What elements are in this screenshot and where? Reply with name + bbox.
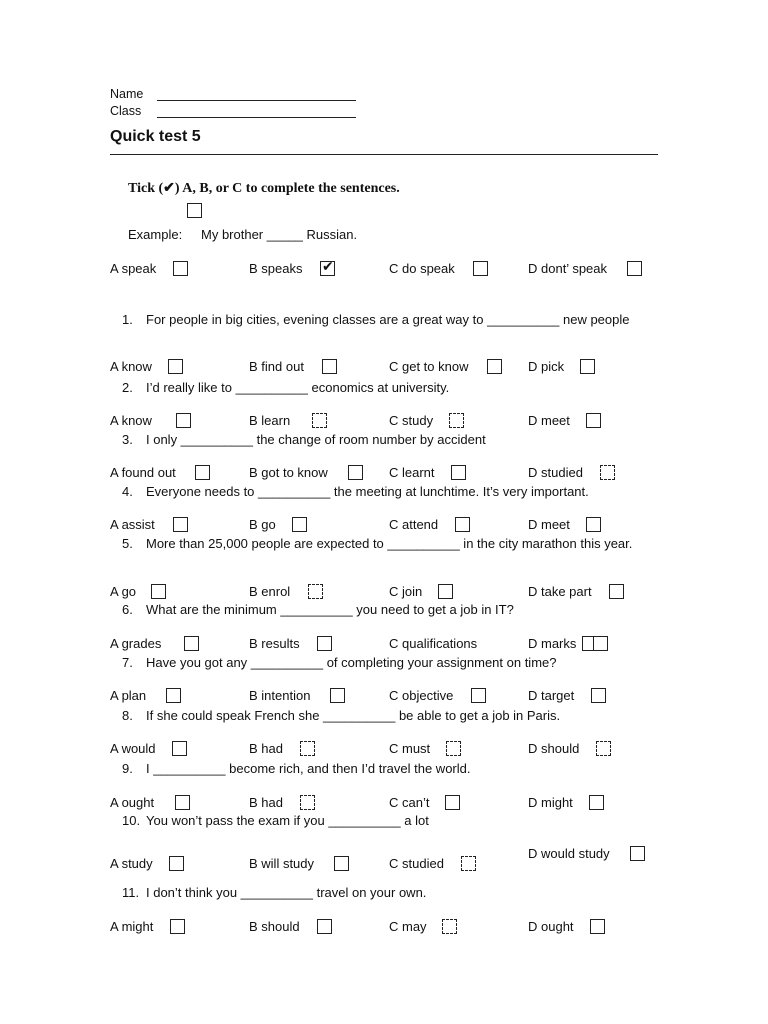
option-label: B should [249,919,300,934]
question-number: 8. [122,708,133,723]
question-10 [122,813,642,828]
option-label: C studied [389,856,444,871]
option-label: C may [389,919,427,934]
option-checkbox[interactable] [445,795,460,810]
question-number: 9. [122,761,133,776]
option-label: A go [110,584,137,599]
example-option-label: B speaks [249,261,303,276]
option-checkbox[interactable] [348,465,363,480]
option-label: D might [528,795,573,810]
option-label: B go [249,517,276,532]
question-text: You won’t pass the exam if you __________ a lot [146,813,429,828]
question-number: 1. [122,312,133,327]
option-label: A might [110,919,154,934]
option-label: D pick [528,359,565,374]
option-checkbox[interactable] [461,856,476,871]
option-label: C objective [389,688,454,703]
option-label: A grades [110,636,162,651]
option-label: B had [249,795,283,810]
question-text: I __________ become rich, and then I’d travel the world. [146,761,471,776]
option-checkbox[interactable] [609,584,624,599]
option-label: B find out [249,359,304,374]
question-text: If she could speak French she __________ be able to get a job in Paris. [146,708,561,723]
option-checkbox[interactable] [487,359,502,374]
title-divider [110,154,658,155]
question-text: Everyone needs to __________ the meeting at lunchtime. It’s very important. [146,484,589,499]
question-number: 2. [122,380,133,395]
option-label: D studied [528,465,583,480]
option-checkbox[interactable] [596,741,611,756]
option-label: D marks [528,636,577,651]
option-label: C attend [389,517,439,532]
option-label: B enrol [249,584,291,599]
question-2 [122,380,642,395]
option-checkbox[interactable] [449,413,464,428]
option-label: A would [110,741,156,756]
example-option-label: A speak [110,261,157,276]
question-6 [122,602,642,617]
example-option-label: D dont’ speak [528,261,608,276]
option-checkbox[interactable] [586,517,601,532]
option-checkbox[interactable] [630,846,645,861]
option-checkbox[interactable] [312,413,327,428]
class-label: Class [110,104,142,118]
question-text: Have you got any __________ of completing your assignment on time? [146,655,557,670]
option-checkbox[interactable] [455,517,470,532]
option-label: D should [528,741,580,756]
option-label: C qualifications [389,636,478,651]
option-checkbox[interactable] [593,636,608,651]
option-checkbox[interactable] [317,636,332,651]
option-label: C get to know [389,359,469,374]
option-label: A found out [110,465,176,480]
example-option-checkbox[interactable] [627,261,642,276]
option-checkbox[interactable] [586,413,601,428]
example-option-checkbox[interactable] [320,261,335,276]
option-label: C join [389,584,423,599]
question-number: 11. [122,885,140,900]
checkmark-icon: ✔ [322,259,334,275]
question-9 [122,761,642,776]
option-checkbox[interactable] [172,741,187,756]
option-label: B intention [249,688,311,703]
option-label: D meet [528,517,570,532]
option-checkbox[interactable] [176,413,191,428]
option-checkbox[interactable] [308,584,323,599]
option-checkbox[interactable] [170,919,185,934]
question-5 [122,536,642,551]
option-label: A assist [110,517,155,532]
option-checkbox[interactable] [292,517,307,532]
option-checkbox[interactable] [169,856,184,871]
option-checkbox[interactable] [175,795,190,810]
question-8 [122,708,642,723]
option-checkbox[interactable] [300,795,315,810]
option-checkbox[interactable] [151,584,166,599]
option-label: B got to know [249,465,328,480]
question-number: 10. [122,813,141,828]
option-checkbox[interactable] [184,636,199,651]
option-label: A plan [110,688,147,703]
option-label: C must [389,741,431,756]
question-text: I’d really like to __________ economics at university. [146,380,450,395]
name-field[interactable] [157,100,356,101]
question-text: I don’t think you __________ travel on your own. [146,885,427,900]
option-label: D meet [528,413,570,428]
option-checkbox[interactable] [580,359,595,374]
name-label: Name [110,87,144,101]
option-checkbox[interactable] [590,919,605,934]
option-label: B learn [249,413,291,428]
option-checkbox[interactable] [168,359,183,374]
option-label: A know [110,413,152,428]
question-11 [122,885,642,900]
option-checkbox[interactable] [300,741,315,756]
question-number: 7. [122,655,133,670]
question-text: I only __________ the change of room number by accident [146,432,486,447]
option-checkbox[interactable] [334,856,349,871]
option-checkbox[interactable] [166,688,181,703]
option-checkbox[interactable] [589,795,604,810]
question-4 [122,484,642,499]
question-number: 6. [122,602,133,617]
instruction-checkbox[interactable] [187,203,202,218]
option-checkbox[interactable] [195,465,210,480]
option-label: A study [110,856,153,871]
option-label: D ought [528,919,574,934]
option-label: D target [528,688,575,703]
option-label: C can’t [389,795,430,810]
option-label: A ought [110,795,155,810]
option-checkbox[interactable] [446,741,461,756]
option-label: D take part [528,584,592,599]
option-label: B will study [249,856,315,871]
question-number: 5. [122,536,133,551]
option-checkbox[interactable] [317,919,332,934]
example-option-checkbox[interactable] [473,261,488,276]
question-text: More than 25,000 people are expected to __________ in the city marathon this year. [146,536,633,551]
example-sentence: My brother _____ Russian. [201,227,358,242]
option-checkbox[interactable] [322,359,337,374]
instruction: Tick (✔) A, B, or C to complete the sentences. [128,181,400,196]
option-checkbox[interactable] [471,688,486,703]
example-option-checkbox[interactable] [173,261,188,276]
question-text: For people in big cities, evening classes are a great way to __________ new people [146,312,630,327]
option-label: B had [249,741,283,756]
option-label: B results [249,636,300,651]
class-field[interactable] [157,117,356,118]
option-checkbox[interactable] [330,688,345,703]
option-label: A know [110,359,152,374]
page-title: Quick test 5 [110,128,201,145]
example-option-label: C do speak [389,261,455,276]
option-checkbox[interactable] [173,517,188,532]
question-7 [122,655,642,670]
option-label: D would study [528,846,610,861]
option-label: C learnt [389,465,435,480]
option-checkbox[interactable] [442,919,457,934]
option-label: C study [389,413,434,428]
option-checkbox[interactable] [438,584,453,599]
question-3 [122,432,642,447]
option-checkbox[interactable] [451,465,466,480]
example-label: Example: [128,227,183,242]
question-number: 4. [122,484,133,499]
question-1 [122,312,642,327]
question-number: 3. [122,432,133,447]
question-text: What are the minimum __________ you need to get a job in IT? [146,602,514,617]
option-checkbox[interactable] [600,465,615,480]
option-checkbox[interactable] [591,688,606,703]
